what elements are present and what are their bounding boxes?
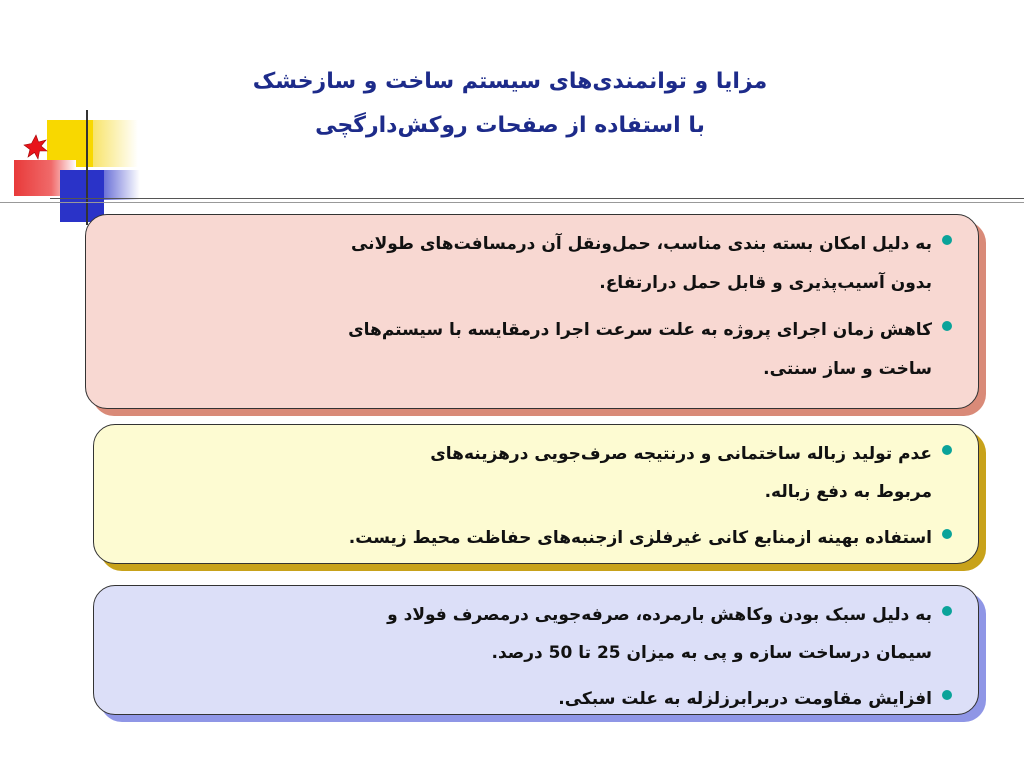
decor-yellow-gradient xyxy=(93,120,138,167)
list-item xyxy=(116,596,952,672)
decor-horizontal-line-thin xyxy=(0,202,1024,203)
list-item xyxy=(116,435,952,511)
bullet-icon xyxy=(942,690,952,700)
advantages-box-transport-speed xyxy=(85,214,979,409)
bullet-icon xyxy=(942,445,952,455)
bullet-icon xyxy=(942,606,952,616)
advantages-box-weight-earthquake xyxy=(93,585,979,715)
item-text-line: به دلیل امکان بسته بندی مناسب، حمل‌ونقل آن درمسافت‌های طولانی xyxy=(350,234,932,254)
decor-blue-square xyxy=(60,170,104,222)
decor-vertical-line xyxy=(86,110,88,225)
item-text-line: افزایش مقاومت دربرابرزلزله به علت سبکی. xyxy=(558,689,932,709)
item-text-line: ساخت و ساز سنتی. xyxy=(763,359,932,379)
bullet-icon xyxy=(942,529,952,539)
title-line-1: مزایا و توانمندی‌های سیستم ساخت و سازخشک xyxy=(252,69,768,94)
decor-horizontal-line xyxy=(50,198,1024,199)
list-item xyxy=(116,519,952,557)
slide-title xyxy=(160,60,860,148)
item-text-line: سیمان درساخت سازه و پی به میزان 25 تا 50 درصد. xyxy=(491,643,932,663)
advantages-box-environment xyxy=(93,424,979,564)
title-line-2: با استفاده از صفحات روکش‌دارگچی xyxy=(315,113,705,138)
list-item xyxy=(108,311,952,389)
item-text-line: کاهش زمان اجرای پروژه به علت سرعت اجرا درمقایسه با سیستم‌های xyxy=(348,320,932,340)
item-text-line: بدون آسیب‌پذیری و قابل حمل درارتفاع. xyxy=(599,273,932,293)
decor-blue-gradient xyxy=(104,170,140,200)
item-text-line: استفاده بهینه ازمنابع کانی غیرفلزی ازجنبه‌های حفاظت محیط زیست. xyxy=(348,528,932,548)
item-text-line: عدم تولید زباله ساختمانی و درنتیجه صرف‌جویی درهزینه‌های xyxy=(430,444,932,464)
list-item xyxy=(116,680,952,718)
list-item xyxy=(108,225,952,303)
bullet-icon xyxy=(942,321,952,331)
star-icon xyxy=(23,134,49,160)
item-text-line: به دلیل سبک بودن وکاهش بارمرده، صرفه‌جویی درمصرف فولاد و xyxy=(387,605,932,625)
item-text-line: مربوط به دفع زباله. xyxy=(764,482,932,502)
bullet-icon xyxy=(942,235,952,245)
